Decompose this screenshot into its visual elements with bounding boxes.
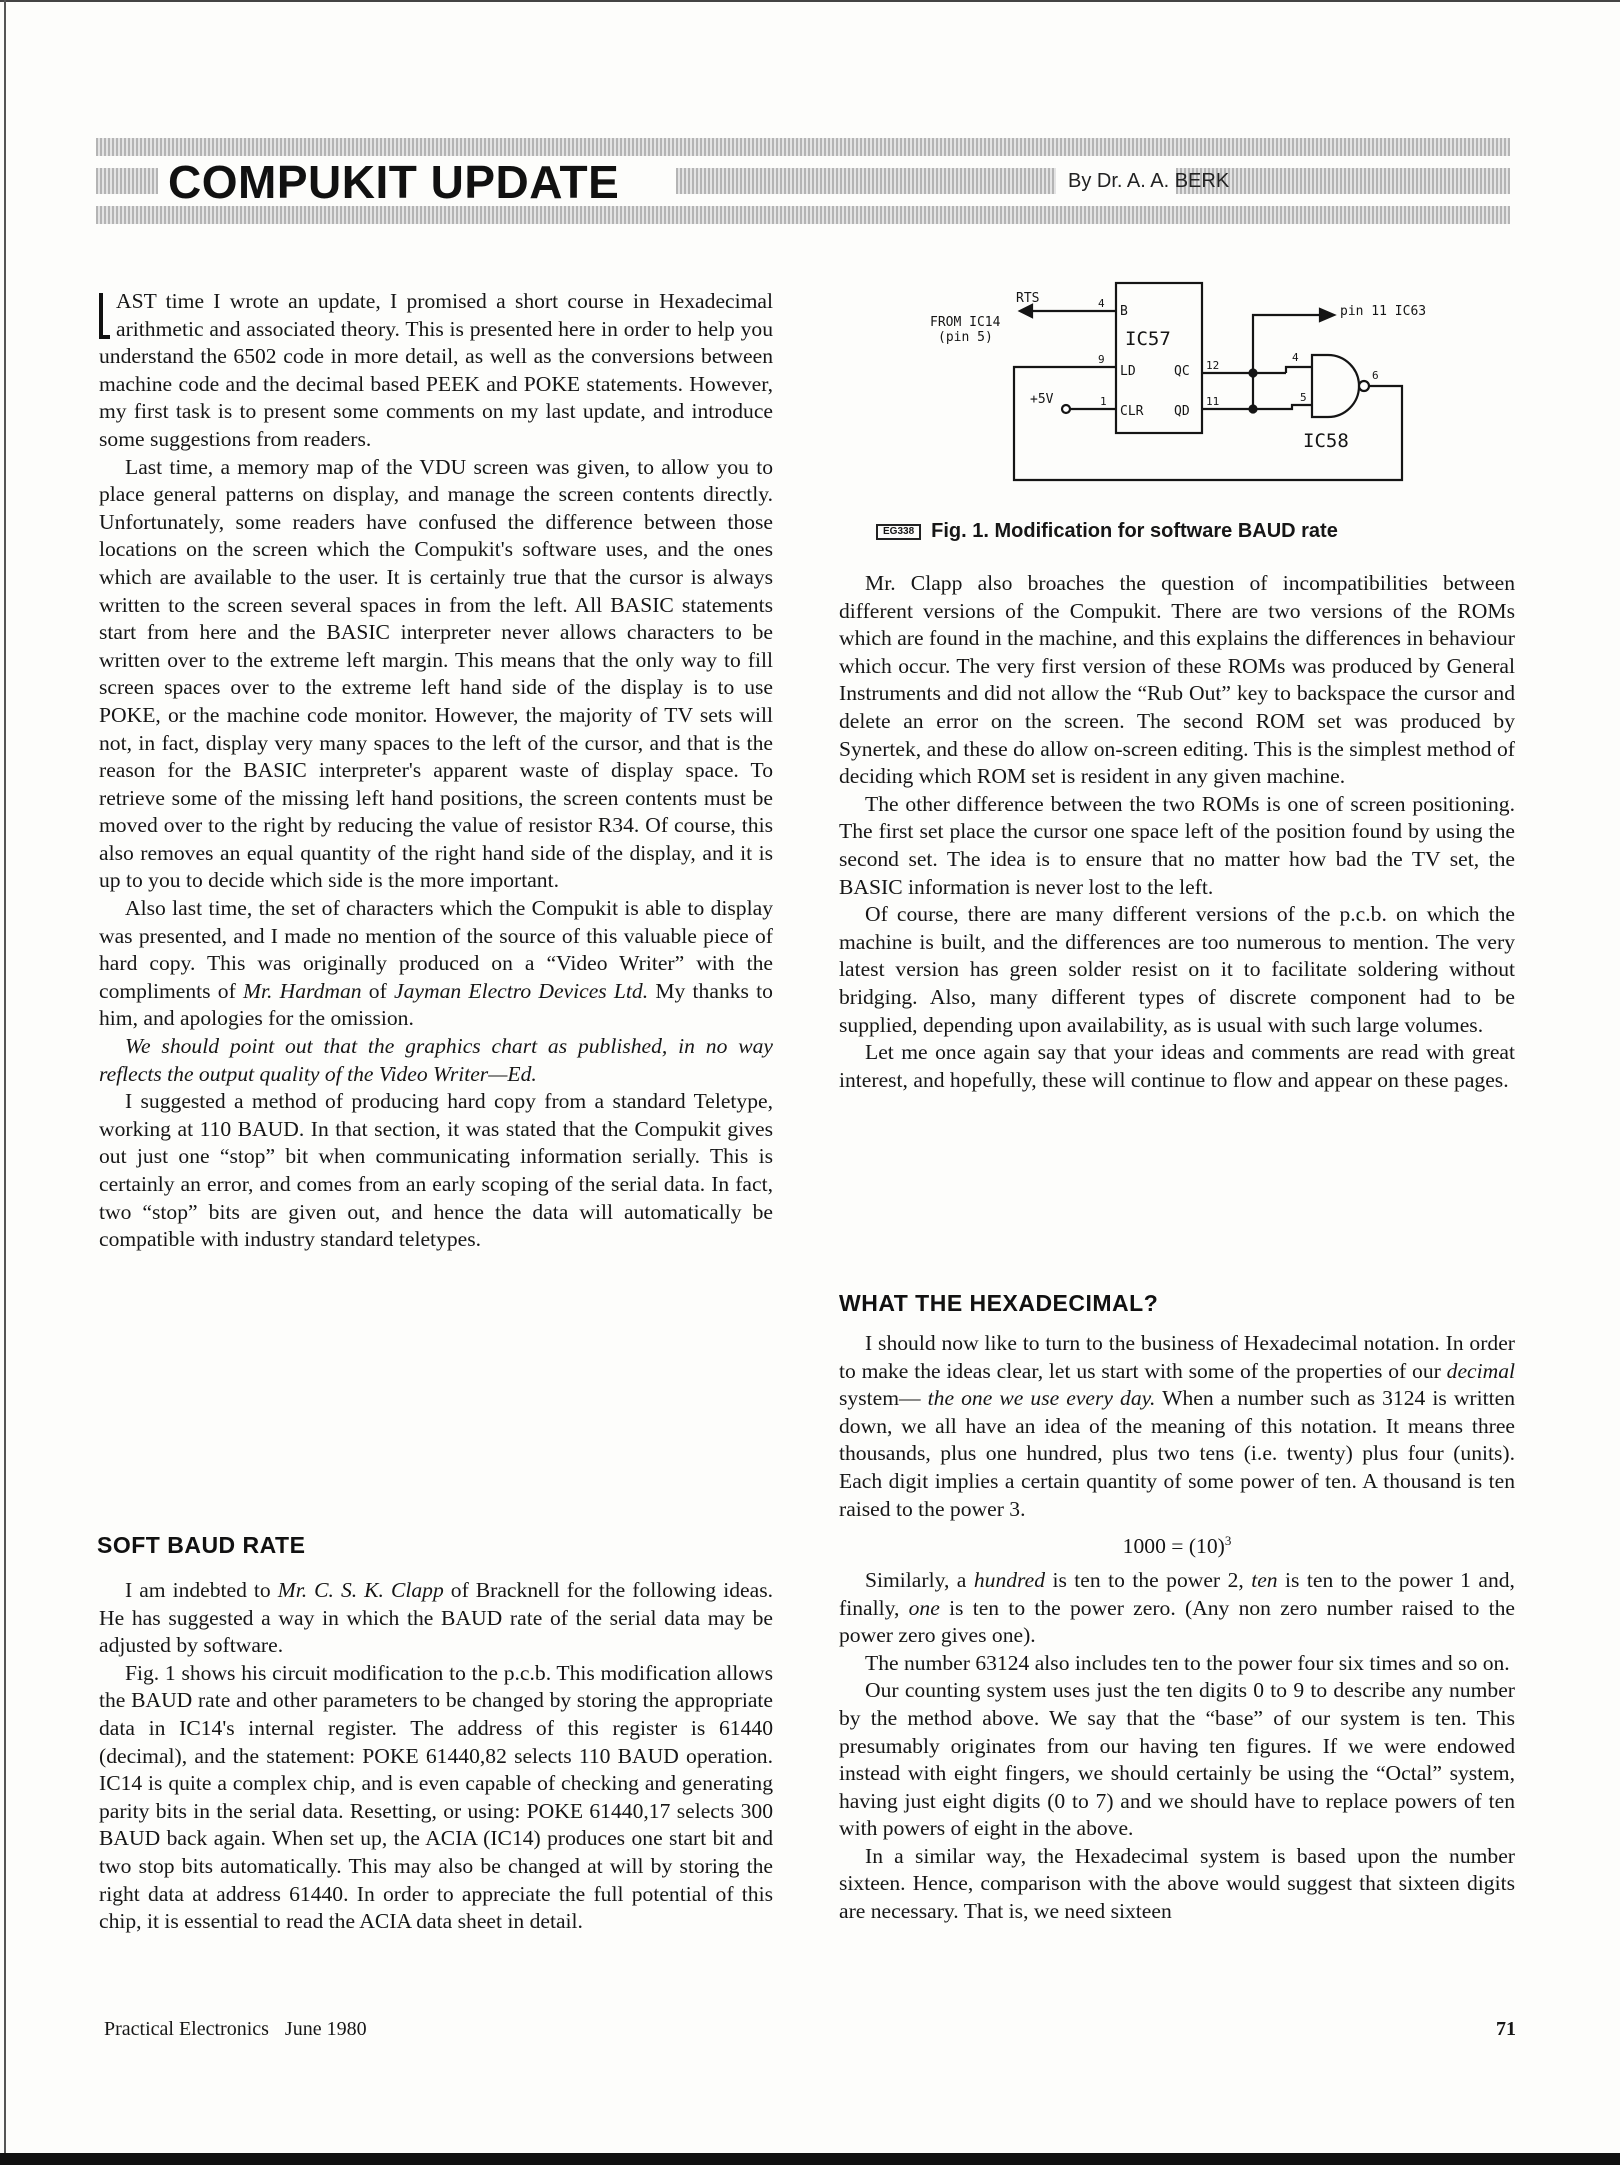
label-pin6: 6 — [1372, 369, 1379, 382]
output-arrowhead — [1320, 309, 1334, 321]
fig1-caption-text: Fig. 1. Modification for software BAUD rate — [931, 520, 1338, 542]
heading-soft-baud-rate: SOFT BAUD RATE — [97, 1532, 306, 1558]
heading-what-the-hexadecimal: WHAT THE HEXADECIMAL? — [839, 1290, 1159, 1316]
comments-paragraph: Let me once again say that your ideas and comments are read with great interest, and hopefully, these will continue to flow and appear on these pages. — [839, 1040, 1515, 1092]
fig1-caption — [876, 518, 1338, 544]
intro-paragraph: AST time I wrote an update, I promised a short course in Hexadecimal arithmetic and associated theory. This is presented here in order to help you understand the 6502 code in more detail, as well as the conversions between machine code and the decimal based PEEK and POKE statements. However, my first task is to present some comments on my last update, and introduce some suggestions from readers. — [99, 289, 773, 451]
left-column-soft-baud — [99, 1577, 773, 1936]
fig1-circuit-diagram — [920, 275, 1440, 507]
label-plus5v: +5V — [1030, 392, 1054, 407]
ic58-inverter-bubble — [1359, 381, 1369, 391]
drop-cap-l — [99, 293, 110, 339]
label-b-input: B — [1120, 304, 1128, 319]
page-number: 71 — [1496, 2018, 1516, 2040]
label-pin5: (pin 5) — [938, 330, 993, 345]
teletype-paragraph: I suggested a method of producing hard copy from a standard Teletype, working at 110 BAUD. In that section, it was stated that the Compukit gives out just one “stop” bit when communicating information serially. This is certainly an error, and comes from an early scoping of the serial data. In fact, two “stop” bits are given out, and hence the data will automatically be compatible with industry standard teletypes. — [99, 1089, 773, 1252]
character-set-paragraph: Also last time, the set of characters which the Compukit is able to display was presented, and I made no mention of the source of this valuable piece of hard copy. This was originally produced on a “Video Writer” with the compliments of Mr. Hardman of Jayman Electro Devices Ltd. My thanks to him, and apologies for the omission. — [99, 896, 773, 1031]
label-from-ic14: FROM IC14 — [930, 315, 1001, 330]
figure-tag: EG338 — [876, 524, 921, 540]
label-pin4-ic58: 4 — [1292, 351, 1299, 364]
label-pin11: 11 — [1206, 395, 1220, 408]
screen-positioning-paragraph: The other difference between the two ROMs is one of screen positioning. The first set place the cursor one space left of the position found by using the second set. The idea is to ensure that no matter how bad the TV set, the BASIC information is never lost to the left. — [839, 791, 1515, 899]
publication-name: Practical Electronics — [104, 2018, 269, 2040]
label-ic58: IC58 — [1303, 430, 1349, 452]
left-column-intro — [99, 288, 773, 1254]
header-hatch-middle — [676, 168, 1056, 194]
hexadecimal-base-paragraph: In a similar way, the Hexadecimal system is based upon the number sixteen. Hence, comparison with the above would suggest that sixteen digits are necessary. That is, we need sixteen — [839, 1843, 1515, 1924]
label-ic57: IC57 — [1125, 328, 1171, 350]
counting-system-paragraph: Our counting system uses just the ten digits 0 to 9 to describe any number by the method above. We say that the “base” of our system is ten. This presumably originates from our having ten figures. If we were endowed instead with eight fingers, we should certainly be using the “Octal” system, having just eight digits (0 to 7) and we should have to replace powers of ten with powers of eight in the above. — [839, 1678, 1515, 1841]
page-edge-left — [4, 0, 6, 2165]
label-clr-input: CLR — [1120, 404, 1144, 419]
page-footer — [104, 2018, 367, 2041]
issue-date: June 1980 — [284, 2018, 367, 2040]
label-pin5-ic58: 5 — [1300, 391, 1307, 404]
powers-paragraph: Similarly, a hundred is ten to the power 2, ten is ten to the power 1 and, finally, one is ten to the power zero. (Any non zero number raised to the power zero gives one). — [839, 1567, 1516, 1648]
rom-versions-paragraph: Mr. Clapp also broaches the question of incompatibilities between different versions of the Compukit. There are two versions of the ROMs which are found in the machine, and this explains the differences in behaviour which occur. The very first version of these ROMs was produced by General Instruments and did not allow the “Rub Out” key to backspace the cursor and delete an error on the screen. The second ROM set was produced by Synertek, and these do allow on-screen editing. This is the simplest method of deciding which ROM set is resident in any given machine. — [839, 571, 1515, 789]
right-column-versions — [839, 570, 1515, 1094]
header-hatch-left — [96, 168, 158, 194]
clapp-paragraph: I am indebted to Mr. C. S. K. Clapp of Bracknell for the following ideas. He has suggested a way in which the BAUD rate of the serial data may be adjusted by software. — [99, 1578, 774, 1658]
label-qd-output: QD — [1174, 404, 1190, 419]
feedback-wire — [1014, 367, 1402, 480]
fig1-paragraph: Fig. 1 shows his circuit modification to the p.c.b. This modification allows the BAUD rate and other parameters to be changed by storing the appropriate data in IC14's internal register. The address of this register is 61440 (decimal), and the statement: POKE 61440,82 selects 110 BAUD operation. IC14 is quite a complex chip, and is even capable of checking and generating parity bits in the serial data. Resetting, or using: POKE 61440,17 selects 300 BAUD back again. When set up, the ACIA (IC14) produces one start bit and two stop bits automatically. This may also be changed at will by storing the right data at address 61440. In order to appreciate the full potential of this chip, it is essential to read the ACIA data sheet in detail. — [99, 1660, 773, 1934]
page-edge-top — [0, 0, 1620, 8]
label-rts: RTS — [1016, 291, 1040, 306]
label-pin4-ic57: 4 — [1098, 297, 1105, 310]
decimal-intro-paragraph: I should now like to turn to the business of Hexadecimal notation. In order to make the ideas clear, let us start with some of the properties of our decimal system— the one we use every day. When a number such as 3124 is written down, we all have an idea of the meaning of this notation. It means three thousands, plus one hundred, plus two tens (i.e. twenty) plus four (units). Each digit implies a certain quantity of some power of ten. A thousand is ten raised to the power 3. — [839, 1331, 1516, 1521]
ic58-gate — [1312, 355, 1359, 417]
number-63124-paragraph: The number 63124 also includes ten to the power four six times and so on. — [865, 1650, 1510, 1675]
label-qc-output: QC — [1174, 364, 1190, 379]
label-pin1: 1 — [1100, 395, 1107, 408]
junction-2 — [1250, 406, 1257, 413]
article-title: COMPUKIT UPDATE — [168, 156, 620, 208]
power-equation: $1000 = (10)^3$ — [1122, 1533, 1232, 1559]
label-pin-out: pin 11 IC63 — [1340, 304, 1427, 319]
right-column-hexadecimal — [839, 1330, 1515, 1926]
rts-arrowhead — [1020, 305, 1032, 317]
memory-map-paragraph: Last time, a memory map of the VDU screen was given, to allow you to place general patterns on display, and manage the screen contents directly. Unfortunately, some readers have confused the difference between those locations on the screen which the Compukit's software uses, and the ones which are available to the user. It is certainly true that the cursor is always written to the screen several spaces in from the left. All BASIC statements start from here and the BASIC interpreter never allows characters to be written over to the extreme left margin. This means that the only way to fill screen spaces over to the extreme left hand side of the display is to use POKE, or the machine code monitor. However, the majority of TV sets will not, in fact, display very many spaces to the left of the cursor, and that is the reason for the BASIC interpreter's apparent waste of display space. To retrieve some of the missing left hand positions, the screen contents must be moved over to the right by reducing the value of resistor R34. Of course, this also removes an equal quantity of the right hand side of the display, and it is up to you to decide which side is the more important. — [99, 454, 773, 893]
editor-note: We should point out that the graphics chart as published, in no way reflects the output quality of the Video Writer—Ed. — [99, 1034, 773, 1086]
pcb-versions-paragraph: Of course, there are many different versions of the p.c.b. on which the machine is built, and the differences are too numerous to mention. The very latest version has green solder resist on it to facilitate soldering without bridging. Also, many different types of discrete component had to be supplied, depending upon availability, as is usual with such large volumes. — [839, 902, 1515, 1037]
page-edge-bottom — [0, 2153, 1620, 2165]
article-header — [96, 138, 1510, 224]
plus5v-terminal — [1062, 405, 1070, 413]
gate-input-4-wire — [1286, 367, 1312, 373]
junction-1 — [1250, 370, 1257, 377]
label-pin9: 9 — [1098, 353, 1105, 366]
label-ld-input: LD — [1120, 364, 1136, 379]
article-byline: By Dr. A. A. BERK — [1068, 170, 1230, 192]
label-pin12: 12 — [1206, 359, 1220, 372]
